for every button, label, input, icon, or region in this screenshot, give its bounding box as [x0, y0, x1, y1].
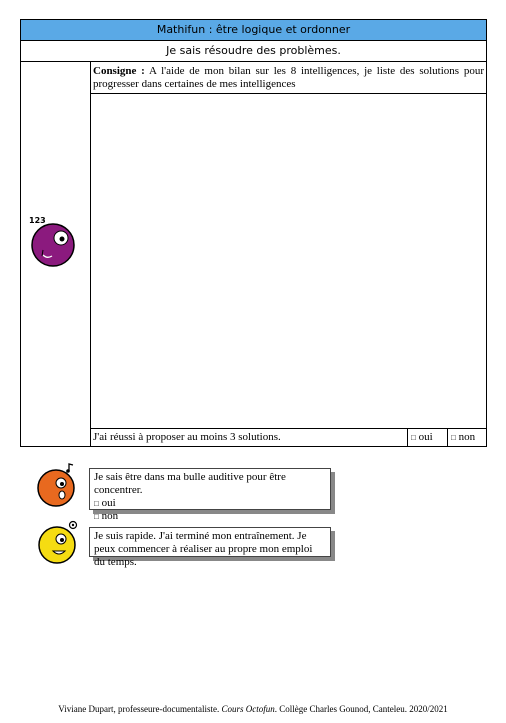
- no-label: non: [458, 431, 476, 443]
- orange-monster-icon: [36, 461, 78, 507]
- footer-course: Cours Octofun: [221, 704, 275, 714]
- speed-card: [89, 527, 331, 568]
- instruction-body: A l'aide de mon bilan sur les 8 intelligences, je liste des solutions pour progresser dans certaines de mes intelligences: [93, 65, 484, 90]
- answer-area[interactable]: [91, 95, 486, 429]
- yes-label: oui: [418, 431, 433, 443]
- footer-suffix: . Collège Charles Gounod, Canteleu. 2020/2021: [274, 704, 448, 714]
- audio-no-option[interactable]: [94, 510, 326, 523]
- audio-no-label: non: [101, 510, 119, 522]
- worksheet-table: [20, 19, 487, 447]
- footer-credit: [0, 704, 506, 714]
- page-title: Mathifun : être logique et ordonner: [21, 20, 486, 41]
- mascot-badge: 123: [29, 216, 46, 225]
- yes-option[interactable]: [408, 429, 448, 446]
- result-row: [91, 429, 486, 446]
- purple-monster-icon: [29, 212, 81, 268]
- audio-focus-card: [89, 468, 331, 522]
- yellow-monster-icon: [37, 519, 81, 565]
- instruction-text: [91, 62, 486, 94]
- instruction-label: Consigne :: [93, 65, 145, 77]
- checkbox-icon[interactable]: □: [94, 499, 99, 508]
- audio-yes-label: oui: [101, 497, 116, 509]
- checkbox-icon[interactable]: □: [451, 433, 456, 442]
- page-subtitle: Je sais résoudre des problèmes.: [21, 41, 486, 62]
- checkbox-icon[interactable]: □: [411, 433, 416, 442]
- no-option[interactable]: [448, 429, 486, 446]
- speed-text: Je suis rapide. J'ai terminé mon entraînement. Je peux commencer à réaliser au propre mon emploi du temps.: [94, 530, 313, 568]
- audio-yes-option[interactable]: [94, 497, 326, 510]
- footer-prefix: Viviane Dupart, professeure-documentaliste.: [58, 704, 220, 714]
- mascot-column: [21, 62, 91, 446]
- result-question: J'ai réussi à proposer au moins 3 solutions.: [91, 429, 408, 446]
- audio-focus-text: Je sais être dans ma bulle auditive pour être concentrer.: [94, 471, 286, 496]
- checkbox-icon[interactable]: □: [94, 512, 99, 521]
